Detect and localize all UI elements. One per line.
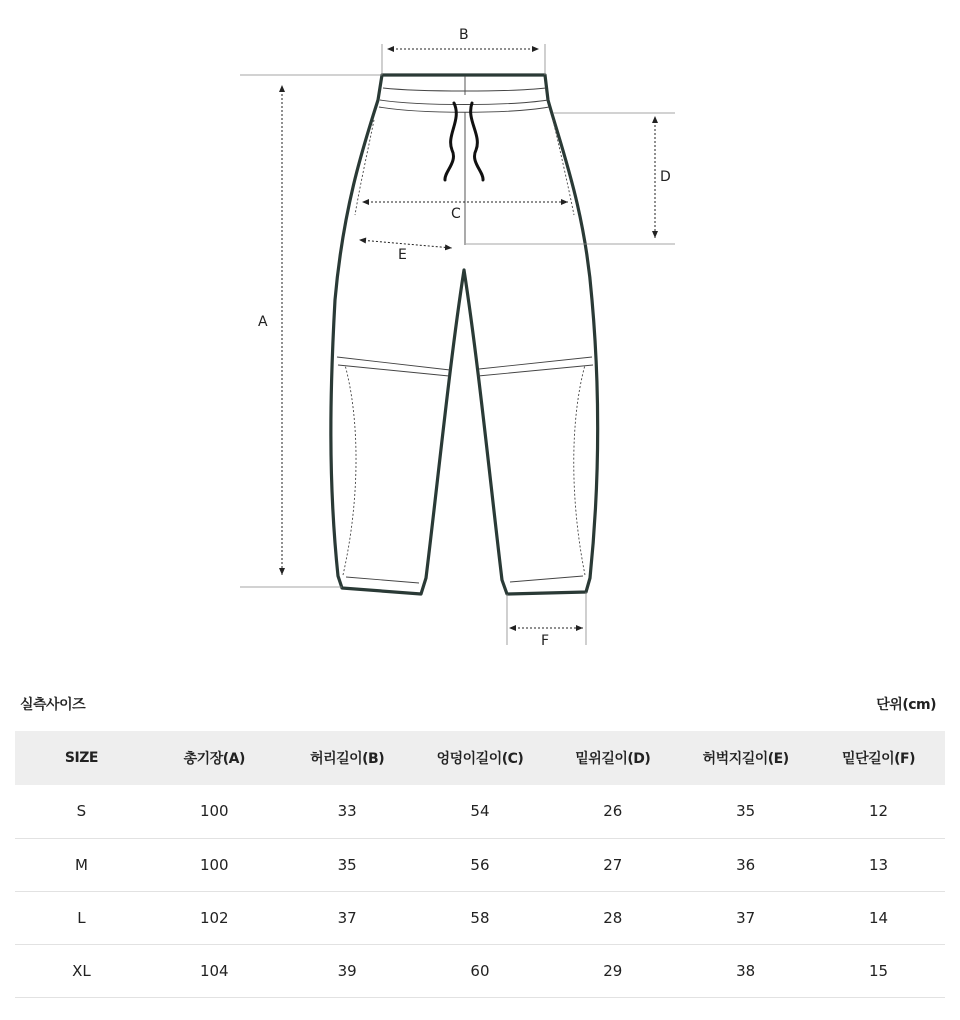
- cell-total-length: 100: [199, 855, 229, 874]
- label-d: D: [660, 169, 671, 185]
- cell-total-length: 104: [199, 961, 229, 980]
- label-f: F: [541, 633, 550, 649]
- cell-total-length: 100: [199, 802, 229, 821]
- cell-rise: 26: [603, 802, 623, 821]
- header-waist: 허리길이(B): [310, 751, 385, 767]
- cell-waist: 33: [337, 802, 357, 821]
- cell-thigh: 35: [736, 802, 756, 821]
- section-title: 실측사이즈: [20, 697, 86, 713]
- table-header-row: [15, 731, 945, 785]
- cell-hip: 58: [470, 908, 490, 927]
- cell-hem: 14: [868, 908, 889, 927]
- cell-waist: 39: [337, 961, 357, 980]
- label-b: B: [459, 27, 469, 43]
- cell-hem: 13: [868, 855, 889, 874]
- cell-hem: 12: [868, 802, 889, 821]
- header-thigh: 허벅지길이(E): [702, 751, 789, 767]
- header-total-length: 총기장(A): [183, 751, 245, 767]
- pants-illustration: [331, 75, 598, 594]
- cell-waist: 35: [337, 855, 357, 874]
- table-row: [15, 785, 945, 838]
- cell-thigh: 38: [736, 961, 756, 980]
- cell-size: XL: [72, 961, 91, 980]
- label-a: A: [258, 314, 268, 330]
- cell-size: S: [76, 802, 87, 821]
- cell-hem: 15: [868, 961, 889, 980]
- cell-size: L: [77, 908, 86, 927]
- header-size: SIZE: [64, 750, 98, 766]
- cell-waist: 37: [337, 908, 357, 927]
- header-hem: 밑단길이(F): [842, 751, 916, 767]
- cell-rise: 28: [603, 908, 623, 927]
- unit-label: 단위(cm): [876, 697, 936, 713]
- table-row: [15, 838, 945, 891]
- cell-thigh: 36: [736, 855, 756, 874]
- label-c: C: [451, 206, 461, 222]
- cell-total-length: 102: [199, 908, 229, 927]
- size-table: [15, 731, 945, 998]
- cell-size: M: [74, 855, 88, 874]
- cell-rise: 29: [603, 961, 623, 980]
- cell-rise: 27: [603, 855, 623, 874]
- label-e: E: [398, 247, 407, 263]
- cell-hip: 54: [470, 802, 490, 821]
- cell-hip: 60: [470, 961, 490, 980]
- table-row: [15, 891, 945, 944]
- table-row: [15, 944, 945, 997]
- cell-thigh: 37: [736, 908, 756, 927]
- header-rise: 밑위길이(D): [575, 751, 651, 767]
- cell-hip: 56: [470, 855, 490, 874]
- header-hip: 엉덩이길이(C): [436, 751, 524, 767]
